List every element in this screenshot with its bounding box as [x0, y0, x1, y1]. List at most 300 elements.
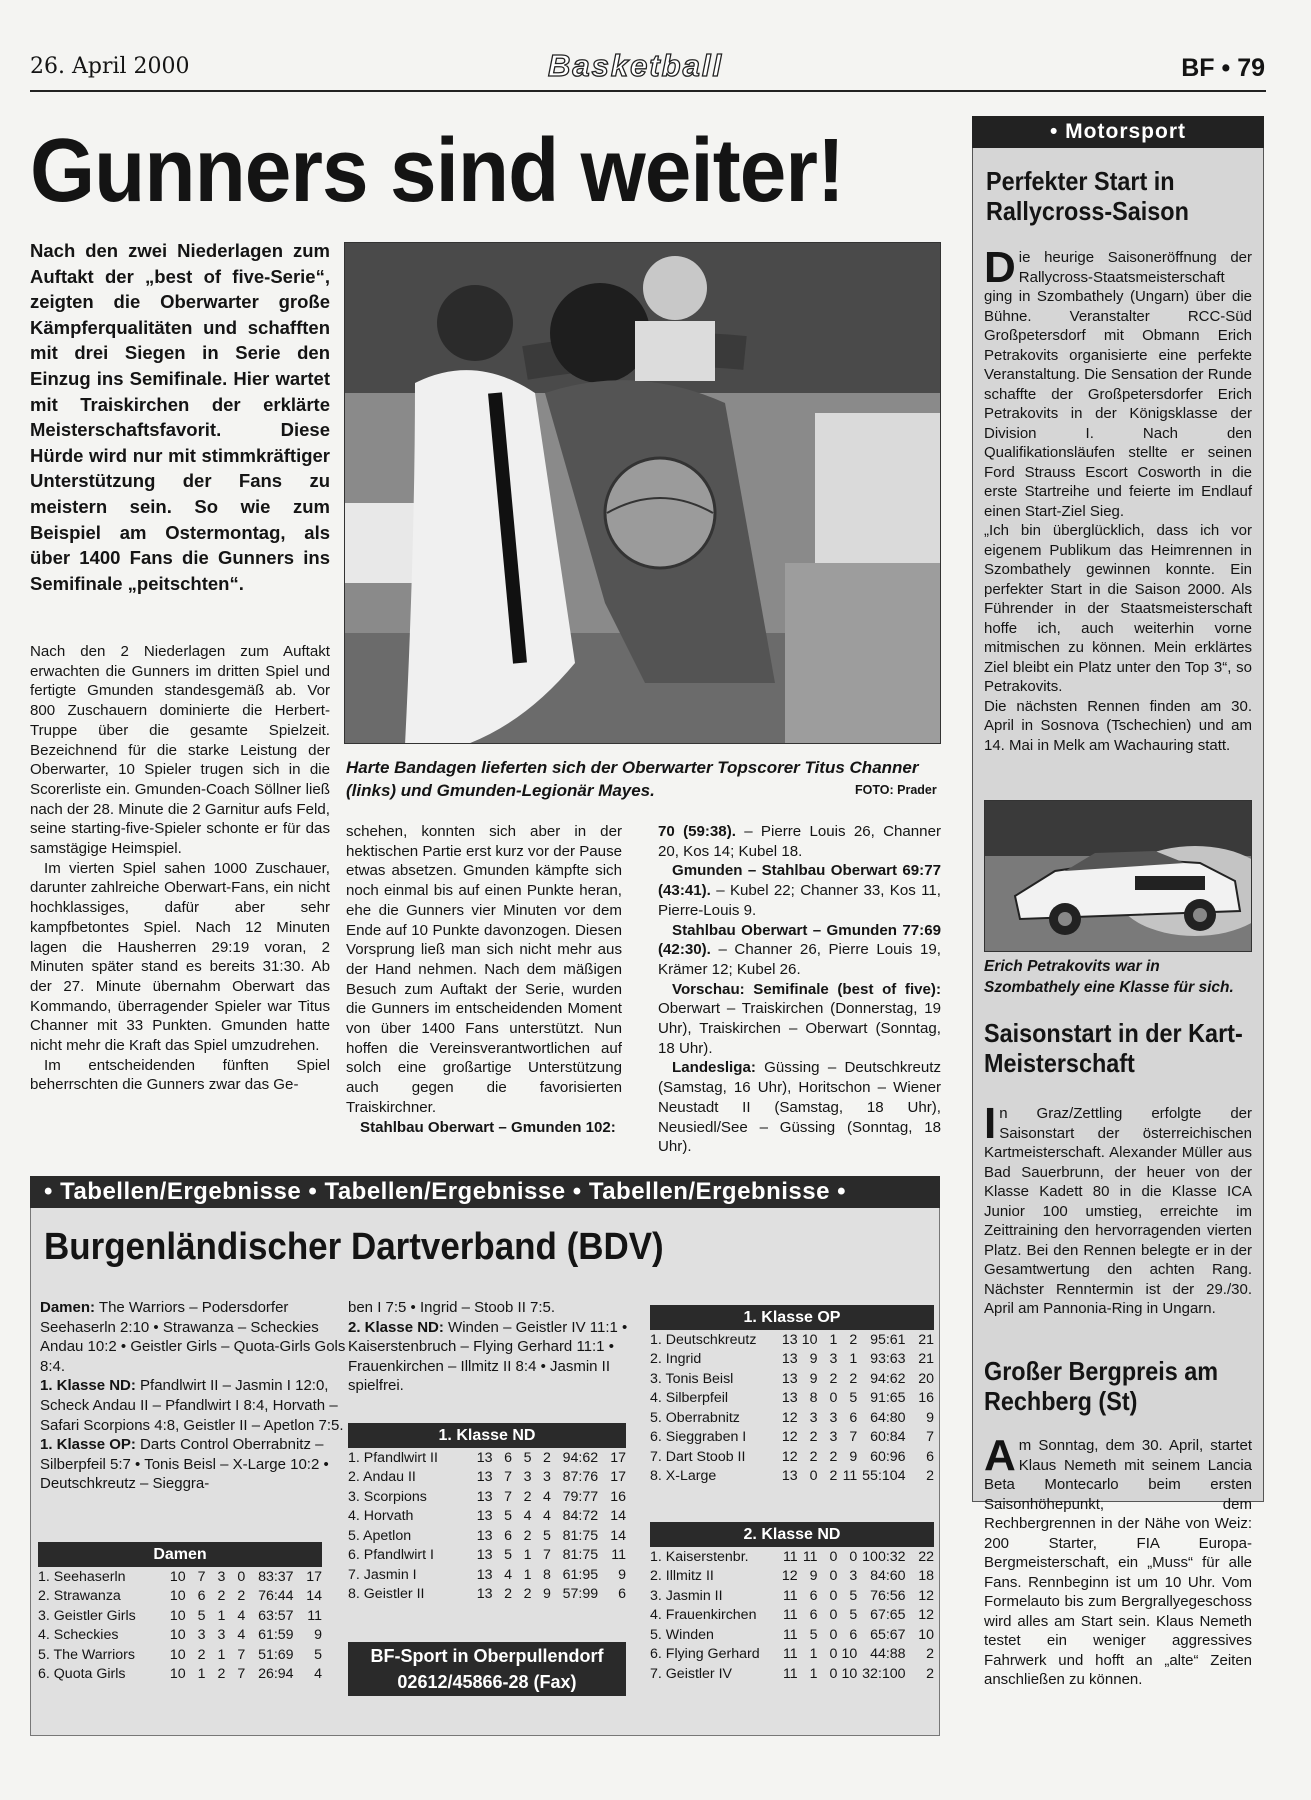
team-name: 7. Geistler IV: [650, 1665, 733, 1682]
nd1-label: 1. Klasse ND:: [40, 1377, 136, 1395]
stat-cell: 6: [504, 1527, 513, 1544]
stat-cell: 12: [781, 1429, 798, 1446]
article-column-2: [346, 822, 622, 1137]
table-row: [650, 1467, 934, 1487]
result-score: 70 (59:38).: [658, 823, 736, 840]
stat-cell: 76:44: [258, 1588, 294, 1605]
stat-cell: 0: [829, 1587, 838, 1604]
stat-cell: 4: [504, 1566, 513, 1583]
stat-cell: 10: [169, 1666, 186, 1683]
stat-cell: 0: [829, 1568, 838, 1585]
fax-number: 02612/45866-28 (Fax): [397, 1672, 577, 1692]
stat-cell: 11: [782, 1665, 798, 1682]
stat-cell: 9: [314, 1627, 322, 1644]
stat-cell: 32:100: [862, 1665, 906, 1682]
stat-cell: 10: [801, 1331, 818, 1348]
nd2-results: Winden – Geistler IV 11:1 • Kaiserstenbruch – Flying Gerhard 11:1 • Frauenkirchen – Illmitz II 8:4 • Jasmin II spielfrei.: [348, 1318, 628, 1395]
stat-cell: 21: [918, 1351, 934, 1368]
team-name: 5. Winden: [650, 1626, 714, 1643]
stat-cell: 64:80: [870, 1409, 906, 1426]
stat-cell: 81:75: [562, 1527, 599, 1544]
stat-cell: 60:96: [870, 1448, 906, 1465]
table-row: [38, 1567, 322, 1587]
table-row: [650, 1389, 934, 1409]
stat-cell: 13: [476, 1586, 493, 1603]
stat-cell: 11: [802, 1548, 818, 1565]
stat-cell: 5: [849, 1587, 858, 1604]
photo-credit: FOTO: Prader: [855, 783, 937, 797]
paragraph: Nach den 2 Niederlagen zum Auftakt erwachten die Gunners im dritten Spiel und fertigte Gmunden standesgemäß ab. Vor 800 Zuschauern dominierte die Herbert-Truppe über die gesamte Spielzeit. Bezeichnend für die starke Leistung der Oberwarter, 10 Spieler trugen sich in die Scorerliste ein. Gmunden-Coach Söllner ließ nach der 28. Minute die 2 Garnitur aufs Feld, seine starting-five-Spieler schonte er für das samstägige Heimspiel.: [30, 643, 330, 858]
standings-table: [650, 1547, 934, 1684]
sidebar-text-2: [984, 1099, 1252, 1319]
stat-cell: 12: [918, 1607, 934, 1624]
team-name: 5. The Warriors: [38, 1646, 135, 1663]
stat-cell: 4: [543, 1508, 551, 1525]
team-name: 6. Flying Gerhard: [650, 1646, 760, 1663]
stat-cell: 17: [306, 1568, 322, 1585]
stat-cell: 2: [926, 1468, 934, 1485]
standings-table: [650, 1330, 934, 1486]
table-row: [348, 1468, 626, 1488]
stat-cell: 16: [610, 1488, 626, 1505]
photo-caption: Harte Bandagen lieferten sich der Oberwarter Topscorer Titus Channer (links) und Gmunden-Legionär Mayes.: [346, 758, 919, 800]
paragraph: Im vierten Spiel sahen 1000 Zuschauer, darunter zahlreiche Oberwart-Fans, ein nicht hochklassiges, dafür aber sehr kampfbetontes Spiel. Nach 12 Minuten lagen die Hausherren 29:19 voran, 2 Minuten später stand es bereits 31:30. Ab der 27. Minute übernahm Oberwart das Kommando, überragender Spieler war Titus Channer mit 33 Punkten. Gmunden hatte nicht mehr die Kraft das Spiel umzudrehen.: [30, 859, 330, 1055]
stat-cell: 10: [841, 1665, 858, 1682]
stat-cell: 5: [809, 1626, 818, 1643]
page-number: BF • 79: [1181, 54, 1265, 82]
sidebar-paragraph: Die nächsten Rennen finden am 30. April in Sosnova (Tschechien) und am 14. Mai in Melk am Wachauring statt.: [984, 697, 1252, 754]
stat-cell: 7: [504, 1488, 513, 1505]
result-scorers: – Kubel 22; Channer 33, Kos 11, Pierre-Louis 9.: [658, 882, 941, 919]
stat-cell: 1: [523, 1566, 532, 1583]
stat-cell: 10: [169, 1568, 186, 1585]
stat-cell: 2: [849, 1370, 858, 1387]
paragraph: Im entscheidenden fünften Spiel beherrschten die Gunners zwar das Ge-: [30, 1056, 330, 1094]
team-name: 1. Kaiserstenbr.: [650, 1548, 749, 1565]
table-2-klasse-nd: [650, 1522, 934, 1684]
stat-cell: 100:32: [862, 1548, 906, 1565]
stat-cell: 2: [217, 1588, 226, 1605]
stat-cell: 11: [611, 1547, 626, 1564]
stat-cell: 14: [610, 1527, 626, 1544]
stat-cell: 9: [618, 1566, 626, 1583]
table-row: [348, 1507, 626, 1527]
stat-cell: 21: [918, 1331, 934, 1348]
stat-cell: 11: [782, 1587, 798, 1604]
table-row: [348, 1585, 626, 1605]
team-name: 4. Scheckies: [38, 1627, 119, 1644]
team-name: 7. Jasmin I: [348, 1566, 417, 1583]
stat-cell: 13: [781, 1390, 798, 1407]
table-row: [348, 1526, 626, 1546]
table-row: [650, 1567, 934, 1587]
table-title: 2. Klasse ND: [650, 1522, 934, 1547]
stat-cell: 14: [610, 1508, 626, 1525]
team-name: 7. Dart Stoob II: [650, 1448, 746, 1465]
team-name: 3. Scorpions: [348, 1488, 427, 1505]
table-row: [650, 1330, 934, 1350]
stat-cell: 13: [476, 1566, 493, 1583]
stat-cell: 17: [610, 1469, 626, 1486]
stat-cell: 0: [849, 1548, 858, 1565]
stat-cell: 87:76: [562, 1469, 599, 1486]
stat-cell: 2: [829, 1370, 838, 1387]
sidebar-quote: „Ich bin überglücklich, dass ich vor eigenem Publikum das Heimrennen in Szombathely gewinnen konnte. Ein perfekter Start in die Saison 2000. Als Führender in der Staatsmeisterschaft hoffe ich, auch weiterhin vorne mitmischen zu können. Mein erklärtes Ziel bleibt ein Platz unter den Top 3“, so Petrakovits.: [984, 522, 1252, 695]
table-row: [650, 1625, 934, 1645]
sidebar-paragraph: m Sonntag, dem 30. April, startet Klaus Nemeth mit seinem Lancia Beta Montecarlo beim ersten Saisonhöhepunkt, dem Rechbergrennen in der Nähe von Weiz: 200 Starter, FIA Europa-Bergmeisterschaft, ein „Muss“ für alle Fans. Rennbeginn ist um 10 Uhr. Vom Formelauto bis zum Bergrallyegeschoss wird alles am Start sein. Klaus Nemeth testet ein weniger aggressives Fahrwerk und hofft an „alte“ Zeiten anschließen zu können.: [984, 1437, 1252, 1688]
rally-car-photo: [984, 800, 1252, 952]
stat-cell: 5: [314, 1646, 322, 1663]
stat-cell: 3: [829, 1409, 838, 1426]
table-row: [348, 1448, 626, 1468]
stat-cell: 2: [849, 1331, 858, 1348]
op1-results: Darts Control Oberrabnitz – Silberpfeil 5:7 • Tonis Beisl – X-Large 10:2 • Deutschkreutz – Sieggra-: [40, 1436, 329, 1493]
stat-cell: 12: [918, 1587, 934, 1604]
sidebar-headline-1: Perfekter Start in Rallycross-Saison: [986, 166, 1189, 226]
table-row: [348, 1487, 626, 1507]
stat-cell: 0: [829, 1626, 838, 1643]
stat-cell: 84:72: [562, 1508, 599, 1525]
table-row: [650, 1428, 934, 1448]
stat-cell: 10: [918, 1626, 934, 1643]
table-1-klasse-nd: [348, 1423, 626, 1604]
paragraph: schehen, konnten sich aber in der hektischen Partie erst kurz vor der Pause etwas absetzen. Gmunden kämpfte sich noch einmal bis auf einen Punkte heran, ehe die Gunners vier Minuten vor dem Ende auf 10 Punkte davonzogen. Diesen Vorsprung ließ man sich nicht mehr aus der Hand nehmen. Nach dem mäßigen Besuch zum Auftakt der Serie, wurden die Gunners im entscheidenden Moment von über 1400 Fans unterstützt. Nun hoffen die Vereinsverantwortlichen auf solch eine großartige Unterstützung auch gegen die favorisierten Traiskirchner.: [346, 823, 623, 1116]
team-name: 4. Frauenkirchen: [650, 1607, 757, 1624]
stat-cell: 3: [217, 1627, 226, 1644]
stat-cell: 13: [781, 1351, 798, 1368]
op1-results-cont: ben I 7:5 • Ingrid – Stoob II 7:5.: [348, 1299, 556, 1316]
results-banner: • Tabellen/Ergebnisse • Tabellen/Ergebnisse • Tabellen/Ergebnisse •: [30, 1176, 940, 1208]
table-1-klasse-op: [650, 1305, 934, 1486]
stat-cell: 5: [504, 1508, 513, 1525]
sidebar-tag: • Motorsport: [972, 116, 1264, 148]
stat-cell: 2: [829, 1448, 838, 1465]
team-name: 1. Pfandlwirt II: [348, 1449, 438, 1466]
table-row: [650, 1408, 934, 1428]
stat-cell: 6: [618, 1586, 626, 1603]
photo-illustration: [985, 801, 1252, 952]
stat-cell: 12: [781, 1568, 798, 1585]
stat-cell: 4: [314, 1666, 322, 1683]
table-row: [650, 1586, 934, 1606]
team-name: 5. Apetlon: [348, 1527, 412, 1544]
stat-cell: 1: [523, 1547, 532, 1564]
stat-cell: 12: [781, 1409, 798, 1426]
stat-cell: 7: [237, 1666, 246, 1683]
table-row: [650, 1350, 934, 1370]
table-title: Damen: [38, 1542, 322, 1567]
stat-cell: 2: [523, 1586, 532, 1603]
stat-cell: 4: [543, 1488, 551, 1505]
team-name: 2. Strawanza: [38, 1588, 121, 1605]
results-text-2: [348, 1298, 628, 1396]
table-damen: [38, 1542, 322, 1684]
stat-cell: 2: [217, 1666, 226, 1683]
team-name: 1. Deutschkreutz: [650, 1331, 757, 1348]
stat-cell: 3: [217, 1568, 226, 1585]
stat-cell: 2: [523, 1527, 532, 1544]
stat-cell: 13: [476, 1527, 493, 1544]
drop-cap: A: [984, 1431, 1016, 1480]
sidebar-text-3: [984, 1431, 1252, 1690]
sidebar-paragraph: ie heurige Saisoneröffnung der Rallycross-Staatsmeisterschaft ging in Szombathely (Ungarn) über die Bühne. Veranstalter RCC-Süd Großpetersdorf mit Obmann Erich Petrakovits organisierte eine perfekte Veranstaltung. Die Sensation der Runde schaffte der Großpetersdorfer Erich Petrakovits in der Königsklasse der Division I. Nach den Qualifikationsläufen stellte er seinen Ford Strauss Escort Cosworth in die erste Startreihe und feierte im Endlauf einen Start-Ziel Sieg.: [984, 249, 1252, 520]
stat-cell: 13: [476, 1449, 493, 1466]
stat-cell: 1: [217, 1607, 226, 1624]
stat-cell: 17: [610, 1449, 626, 1466]
stat-cell: 9: [543, 1586, 551, 1603]
stat-cell: 0: [829, 1607, 838, 1624]
team-name: 4. Horvath: [348, 1508, 414, 1525]
team-name: 1. Seehaserln: [38, 1568, 126, 1585]
stat-cell: 14: [306, 1588, 322, 1605]
stat-cell: 4: [237, 1627, 246, 1644]
nd1-results: Pfandlwirt II – Jasmin I 12:0, Scheck Andau II – Pfandlwirt I 8:4, Horvath – Safari Scorpions 4:8, Geistler II – Apetlon 7:5.: [40, 1377, 344, 1434]
standings-table: [348, 1448, 626, 1604]
stat-cell: 6: [849, 1409, 858, 1426]
team-name: 3. Jasmin II: [650, 1587, 723, 1604]
drop-cap: I: [984, 1099, 997, 1148]
stat-cell: 18: [918, 1568, 934, 1585]
stat-cell: 10: [169, 1646, 186, 1663]
stat-cell: 11: [782, 1607, 798, 1624]
article-column-1: [30, 642, 330, 1095]
stat-cell: 93:63: [870, 1351, 906, 1368]
stat-cell: 5: [504, 1547, 513, 1564]
stat-cell: 6: [504, 1449, 513, 1466]
team-name: 2. Ingrid: [650, 1351, 702, 1368]
header-rule: [30, 90, 1266, 92]
table-row: [650, 1606, 934, 1626]
stat-cell: 5: [523, 1449, 532, 1466]
stat-cell: 13: [476, 1488, 493, 1505]
stat-cell: 2: [829, 1468, 838, 1485]
result-scorers: – Pierre Louis 26, Channer 20, Kos 14; Kubel 18.: [658, 823, 941, 860]
stat-cell: 1: [809, 1646, 818, 1663]
stat-cell: 3: [197, 1627, 206, 1644]
stat-cell: 91:65: [870, 1390, 906, 1407]
team-name: 8. Geistler II: [348, 1586, 425, 1603]
stat-cell: 11: [782, 1548, 798, 1565]
sidebar-headline-3: Großer Bergpreis am Rechberg (St): [984, 1356, 1219, 1416]
issue-date: 26. April 2000: [30, 54, 190, 79]
stat-cell: 20: [918, 1370, 934, 1387]
table-row: [38, 1587, 322, 1607]
stat-cell: 9: [926, 1409, 934, 1426]
stat-cell: 7: [237, 1646, 246, 1663]
stat-cell: 94:62: [870, 1370, 906, 1387]
stat-cell: 2: [504, 1586, 513, 1603]
result-scorers: – Channer 26, Pierre Louis 19, Krämer 12; Kubel 26.: [658, 941, 941, 978]
team-name: 5. Oberrabnitz: [650, 1409, 740, 1426]
stat-cell: 3: [829, 1351, 838, 1368]
stat-cell: 10: [169, 1607, 186, 1624]
result-heading: Gmunden – Stahlbau Oberwart 69:77 (43:41).: [658, 862, 941, 900]
table-row: [650, 1645, 934, 1665]
stat-cell: 13: [476, 1508, 493, 1525]
team-name: 3. Geistler Girls: [38, 1607, 136, 1624]
results-text-1: [40, 1298, 350, 1494]
stat-cell: 2: [926, 1665, 934, 1682]
nd2-label: 2. Klasse ND:: [348, 1318, 444, 1336]
photo-illustration: [345, 243, 941, 744]
stat-cell: 6: [809, 1587, 818, 1604]
stat-cell: 7: [543, 1547, 551, 1564]
preview-heading: Vorschau: Semifinale (best of five):: [672, 980, 941, 998]
stat-cell: 22: [918, 1548, 934, 1565]
stat-cell: 9: [809, 1351, 818, 1368]
headline: Gunners sind weiter!: [30, 121, 844, 221]
results-title: Burgenländischer Dartverband (BDV): [44, 1226, 664, 1268]
sidebar-paragraph: n Graz/Zettling erfolgte der Saisonstart der österreichischen Kartmeisterschaft. Alexander Müller aus Bad Sauerbrunn, der heuer von der Klasse Kadett 80 in die Klasse ICA Junior 100 umstieg, erreichte im Zeittraining den hervorragenden vierten Platz. Bei den Rennen belegte er in der Gesamtwertung den achten Rang. Nächster Renntermin ist der 29./30. April am Pannonia-Ring in Ungarn.: [984, 1105, 1252, 1317]
table-row: [650, 1547, 934, 1567]
stat-cell: 5: [543, 1527, 551, 1544]
stat-cell: 10: [841, 1646, 858, 1663]
stat-cell: 0: [829, 1646, 838, 1663]
article-column-3: [658, 822, 941, 1157]
stat-cell: 84:60: [870, 1568, 906, 1585]
sidebar-headline-2: Saisonstart in der Kart-Meisterschaft: [984, 1018, 1243, 1078]
stat-cell: 6: [926, 1448, 934, 1465]
table-row: [38, 1645, 322, 1665]
article-intro: Nach den zwei Niederlagen zum Auftakt der „best of five-Serie“, zeigten die Oberwarter große Kämpferqualitäten und schafften mit drei Siegen in Serie den Einzug ins Semifinale. Hier wartet mit Traiskirchen der erklärte Meisterschaftsfavorit. Diese Hürde wird nur mit stimmkräftiger Unterstützung der Fans zu meistern sein. So wie zum Beispiel am Ostermontag, als über 1400 Fans die Gunners ins Semifinale „peitschten“.: [30, 240, 330, 594]
team-name: 3. Tonis Beisl: [650, 1370, 734, 1387]
stat-cell: 10: [169, 1627, 186, 1644]
team-name: 6. Sieggraben I: [650, 1429, 747, 1446]
team-name: 6. Pfandlwirt I: [348, 1547, 434, 1564]
table-row: [38, 1626, 322, 1646]
contact-box: [348, 1642, 626, 1696]
table-title: 1. Klasse ND: [348, 1423, 626, 1448]
result-heading: Stahlbau Oberwart – Gmunden 77:69 (42:30).: [658, 921, 941, 959]
table-title: 1. Klasse OP: [650, 1305, 934, 1330]
stat-cell: 81:75: [562, 1547, 599, 1564]
stat-cell: 13: [781, 1370, 798, 1387]
stat-cell: 1: [849, 1351, 858, 1368]
stat-cell: 13: [476, 1547, 493, 1564]
stat-cell: 7: [849, 1429, 858, 1446]
stat-cell: 0: [237, 1568, 246, 1585]
stat-cell: 2: [523, 1488, 532, 1505]
stat-cell: 79:77: [562, 1488, 599, 1505]
standings-table: [38, 1567, 322, 1684]
stat-cell: 61:59: [258, 1627, 294, 1644]
drop-cap: D: [984, 243, 1016, 292]
stat-cell: 76:56: [870, 1587, 906, 1604]
stat-cell: 55:104: [862, 1468, 906, 1485]
stat-cell: 2: [809, 1429, 818, 1446]
stat-cell: 83:37: [258, 1568, 294, 1585]
stat-cell: 9: [809, 1568, 818, 1585]
stat-cell: 2: [809, 1448, 818, 1465]
stat-cell: 2: [237, 1588, 246, 1605]
table-row: [38, 1606, 322, 1626]
stat-cell: 2: [926, 1646, 934, 1663]
stat-cell: 9: [809, 1370, 818, 1387]
landesliga-text: Güssing – Deutschkreutz (Samstag, 16 Uhr), Horitschon – Wiener Neustadt II (Samstag, 18 Uhr), Neusiedl/See – Güssing (Sonntag, 18 Uhr).: [658, 1059, 941, 1156]
team-name: 8. X-Large: [650, 1468, 717, 1485]
stat-cell: 0: [829, 1665, 838, 1682]
stat-cell: 10: [169, 1588, 186, 1605]
stat-cell: 3: [543, 1469, 551, 1486]
result-heading: Stahlbau Oberwart – Gmunden 102:: [360, 1118, 616, 1136]
stat-cell: 0: [829, 1390, 838, 1407]
stat-cell: 3: [849, 1568, 858, 1585]
stat-cell: 95:61: [870, 1331, 906, 1348]
stat-cell: 8: [809, 1390, 818, 1407]
stat-cell: 63:57: [258, 1607, 294, 1624]
stat-cell: 61:95: [562, 1566, 599, 1583]
landesliga-heading: Landesliga:: [672, 1059, 756, 1077]
team-name: 4. Silberpfeil: [650, 1390, 729, 1407]
sidebar-text-1: [984, 243, 1252, 755]
team-name: 2. Andau II: [348, 1469, 416, 1486]
stat-cell: 13: [476, 1469, 493, 1486]
stat-cell: 7: [197, 1568, 206, 1585]
stat-cell: 67:65: [870, 1607, 906, 1624]
stat-cell: 51:69: [258, 1646, 294, 1663]
team-name: 6. Quota Girls: [38, 1666, 126, 1683]
stat-cell: 4: [523, 1508, 532, 1525]
stat-cell: 0: [829, 1548, 838, 1565]
stat-cell: 4: [237, 1607, 246, 1624]
stat-cell: 3: [523, 1469, 532, 1486]
stat-cell: 1: [809, 1665, 818, 1682]
stat-cell: 13: [781, 1331, 798, 1348]
stat-cell: 3: [809, 1409, 818, 1426]
rally-photo-caption: Erich Petrakovits war in Szombathely eine Klasse für sich.: [984, 958, 1234, 996]
section-title: Basketball: [548, 48, 724, 83]
stat-cell: 1: [829, 1331, 838, 1348]
stat-cell: 1: [197, 1666, 206, 1683]
stat-cell: 94:62: [562, 1449, 599, 1466]
stat-cell: 7: [504, 1469, 513, 1486]
table-row: [650, 1447, 934, 1467]
table-row: [650, 1664, 934, 1684]
stat-cell: 11: [782, 1646, 798, 1663]
stat-cell: 11: [782, 1626, 798, 1643]
stat-cell: 65:67: [870, 1626, 906, 1643]
stat-cell: 12: [781, 1448, 798, 1465]
stat-cell: 5: [849, 1607, 858, 1624]
stat-cell: 44:88: [870, 1646, 906, 1663]
stat-cell: 3: [829, 1429, 838, 1446]
stat-cell: 2: [543, 1449, 551, 1466]
stat-cell: 5: [849, 1390, 858, 1407]
stat-cell: 13: [781, 1468, 798, 1485]
damen-results: The Warriors – Podersdorfer Seehaserln 2:10 • Strawanza – Scheckies Andau 10:2 • Geistler Girls – Quota-Girls Gols 8:4.: [40, 1299, 346, 1375]
table-row: [348, 1546, 626, 1566]
team-name: 2. Illmitz II: [650, 1568, 714, 1585]
preview-text: Oberwart – Traiskirchen (Donnerstag, 19 Uhr), Traiskirchen – Oberwart (Sonntag, 18 Uhr).: [658, 1000, 941, 1057]
stat-cell: 57:99: [562, 1586, 599, 1603]
op1-label: 1. Klasse OP:: [40, 1436, 136, 1454]
stat-cell: 6: [197, 1588, 206, 1605]
table-row: [650, 1369, 934, 1389]
stat-cell: 8: [543, 1566, 551, 1583]
stat-cell: 60:84: [870, 1429, 906, 1446]
stat-cell: 1: [217, 1646, 226, 1663]
stat-cell: 26:94: [258, 1666, 294, 1683]
stat-cell: 6: [809, 1607, 818, 1624]
stat-cell: 2: [197, 1646, 206, 1663]
stat-cell: 0: [809, 1468, 818, 1485]
stat-cell: 11: [307, 1607, 322, 1624]
table-row: [348, 1565, 626, 1585]
basketball-photo: [344, 242, 941, 744]
stat-cell: 7: [926, 1429, 934, 1446]
damen-label: Damen:: [40, 1299, 96, 1316]
stat-cell: 6: [849, 1626, 858, 1643]
